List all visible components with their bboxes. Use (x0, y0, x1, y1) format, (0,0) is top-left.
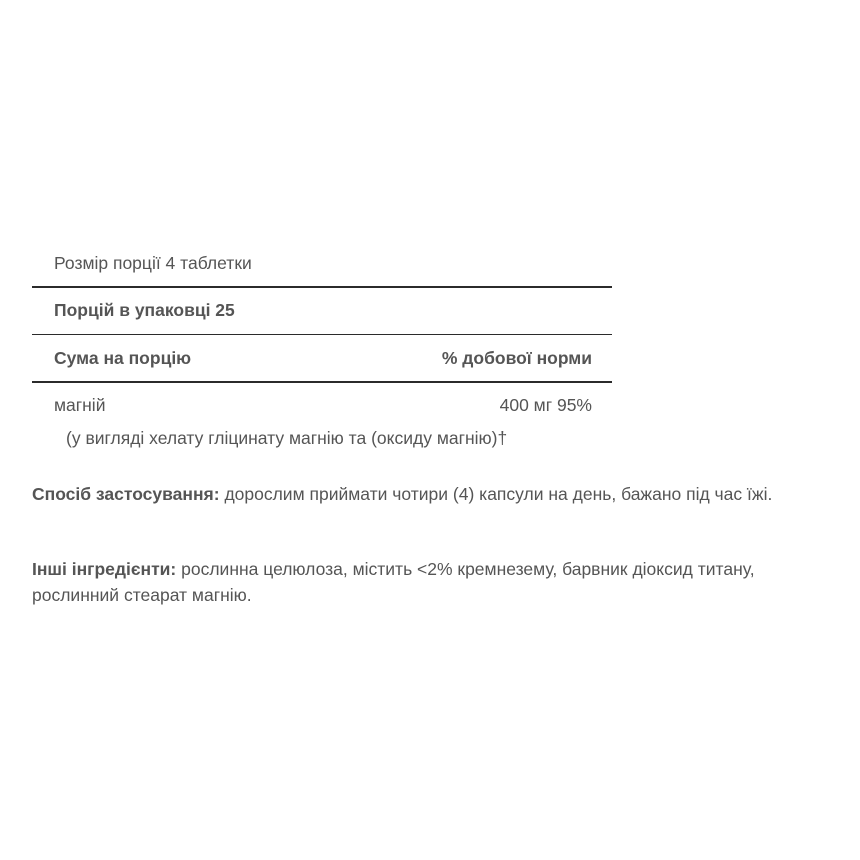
serving-size-row (32, 240, 612, 286)
header-amount: Сума на порцію (54, 347, 192, 368)
nutrient-name: магній (54, 395, 106, 415)
servings-per-container-row (32, 288, 612, 334)
usage-paragraph (32, 481, 832, 507)
nutrient-note: (у вигляді хелату гліцинату магнію та (оксиду магнію)† (66, 428, 508, 448)
nutrient-value: 400 мг 95% (499, 395, 592, 415)
ingredients-text: рослинна целюлоза, містить <2% кремнезему, барвник діоксид титану, рослинний стеарат магнію. (32, 559, 755, 605)
supplement-facts-table (32, 240, 612, 429)
usage-text: дорослим приймати чотири (4) капсули на день, бажано під час їжі. (219, 484, 773, 504)
ingredients-label: Інші інгредієнти: (32, 559, 177, 579)
table-row (32, 383, 612, 429)
ingredients-paragraph (32, 556, 832, 608)
header-daily-value: % добової норми (441, 347, 592, 368)
table-header-row (32, 335, 612, 381)
usage-label: Спосіб застосування: (32, 484, 220, 504)
servings-per-container: Порцій в упаковці 25 (54, 300, 235, 320)
serving-size: Розмір порції 4 таблетки (54, 252, 252, 273)
